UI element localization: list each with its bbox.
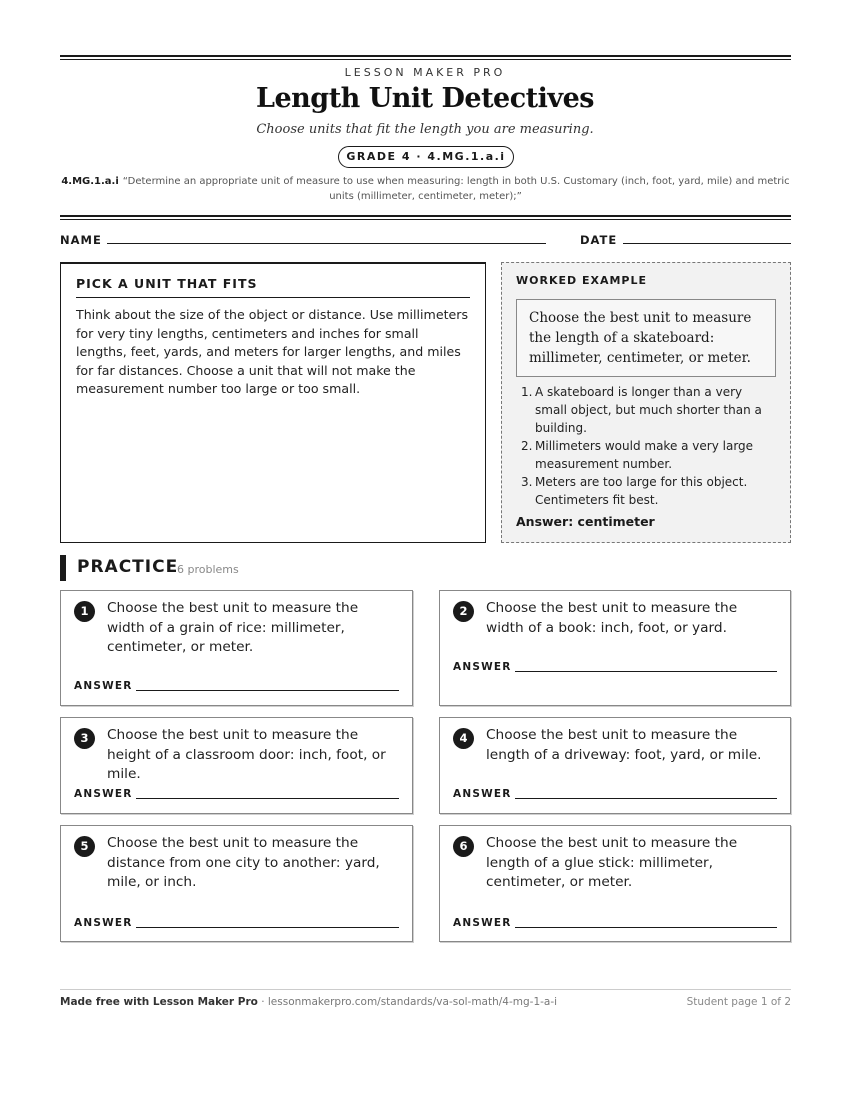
problem-text: Choose the best unit to measure the height of a classroom door: inch, foot, or mile. bbox=[107, 727, 386, 782]
problem-text: Choose the best unit to measure the width of a book: inch, foot, or yard. bbox=[486, 600, 738, 636]
footer-separator: · bbox=[257, 996, 268, 1008]
worked-example-step bbox=[516, 383, 776, 437]
answer-field[interactable] bbox=[136, 690, 399, 691]
footer-credit bbox=[60, 996, 557, 1008]
tips-title: PICK A UNIT THAT FITS bbox=[76, 276, 470, 298]
page-subtitle: Choose units that fit the length you are measuring. bbox=[256, 122, 594, 137]
problem-number-badge: 6 bbox=[453, 836, 474, 857]
problem-number-badge: 2 bbox=[453, 601, 474, 622]
problem-text: Choose the best unit to measure the width of a grain of rice: millimeter, centimeter, or meter. bbox=[107, 600, 359, 655]
problem-text: Choose the best unit to measure the length of a driveway: foot, yard, or mile. bbox=[486, 727, 762, 763]
footer-url[interactable]: lessonmakerpro.com/standards/va-sol-math/4-mg-1-a-i bbox=[267, 996, 558, 1008]
problem-card-1 bbox=[60, 590, 413, 706]
problem-card-4 bbox=[439, 717, 791, 814]
name-field[interactable] bbox=[107, 243, 546, 244]
standard-text: “Determine an appropriate unit of measure to use when measuring: length in both U.S. Customary (inch, foot, yard, mile) and metric units (millimeter, centimeter, meter);” bbox=[122, 176, 790, 202]
answer-label: ANSWER bbox=[453, 917, 512, 929]
date-field[interactable] bbox=[623, 243, 791, 244]
problem-number-badge: 1 bbox=[74, 601, 95, 622]
step-text: Millimeters would make a very large measurement number. bbox=[535, 439, 754, 471]
practice-accent-bar bbox=[60, 555, 66, 581]
problem-card-2 bbox=[439, 590, 791, 706]
worked-example-title: WORKED EXAMPLE bbox=[516, 274, 647, 287]
standard-description bbox=[60, 174, 791, 204]
brand-label: LESSON MAKER PRO bbox=[344, 66, 506, 79]
worked-example-question: Choose the best unit to measure the length of a skateboard: millimeter, centimeter, or meter. bbox=[516, 299, 776, 377]
answer-field[interactable] bbox=[515, 671, 777, 672]
footer-made-with: Made free with Lesson Maker Pro bbox=[60, 996, 258, 1008]
problem-text: Choose the best unit to measure the length of a glue stick: millimeter, centimeter, or meter. bbox=[486, 835, 738, 890]
practice-count: 6 problems bbox=[177, 563, 239, 576]
worked-example-step bbox=[516, 473, 776, 509]
footer-page-number: Student page 1 of 2 bbox=[686, 996, 791, 1008]
grade-badge: GRADE 4 · 4.MG.1.a.i bbox=[338, 146, 514, 168]
problem-card-3 bbox=[60, 717, 413, 814]
problem-text: Choose the best unit to measure the distance from one city to another: yard, mile, or inch. bbox=[107, 835, 380, 890]
problem-number-badge: 5 bbox=[74, 836, 95, 857]
worked-example-panel bbox=[501, 262, 791, 543]
name-label: NAME bbox=[60, 233, 102, 247]
header-bottom-double-rule bbox=[60, 215, 791, 220]
answer-label: ANSWER bbox=[453, 661, 512, 673]
answer-field[interactable] bbox=[136, 798, 399, 799]
answer-field[interactable] bbox=[515, 798, 777, 799]
date-label: DATE bbox=[580, 233, 618, 247]
problem-card-6 bbox=[439, 825, 791, 942]
standard-code: 4.MG.1.a.i bbox=[61, 176, 119, 187]
worked-example-answer: Answer: centimeter bbox=[516, 514, 655, 529]
step-number: 2. bbox=[521, 439, 533, 453]
answer-label: ANSWER bbox=[453, 788, 512, 800]
top-double-rule bbox=[60, 55, 791, 60]
step-text: A skateboard is longer than a very small object, but much shorter than a building. bbox=[535, 385, 762, 435]
step-number: 3. bbox=[521, 475, 533, 489]
footer-rule bbox=[60, 989, 791, 990]
tips-body: Think about the size of the object or distance. Use millimeters for very tiny lengths, centimeters and inches for small lengths, feet, yards, and meters for larger lengths, and miles for far distances. Choose a unit that will not make the measurement number too large or too small. bbox=[76, 307, 468, 396]
answer-label: ANSWER bbox=[74, 680, 133, 692]
step-number: 1. bbox=[521, 385, 533, 399]
practice-title: PRACTICE bbox=[77, 557, 179, 577]
answer-label: ANSWER bbox=[74, 788, 133, 800]
problem-number-badge: 4 bbox=[453, 728, 474, 749]
tips-panel bbox=[60, 262, 486, 543]
answer-field[interactable] bbox=[515, 927, 777, 928]
page-title: Length Unit Detectives bbox=[256, 83, 594, 114]
worked-example-step bbox=[516, 437, 776, 473]
problem-number-badge: 3 bbox=[74, 728, 95, 749]
answer-label: ANSWER bbox=[74, 917, 133, 929]
problem-card-5 bbox=[60, 825, 413, 942]
worked-example-steps bbox=[516, 383, 776, 509]
answer-field[interactable] bbox=[136, 927, 399, 928]
step-text: Meters are too large for this object. Centimeters fit best. bbox=[535, 475, 748, 507]
